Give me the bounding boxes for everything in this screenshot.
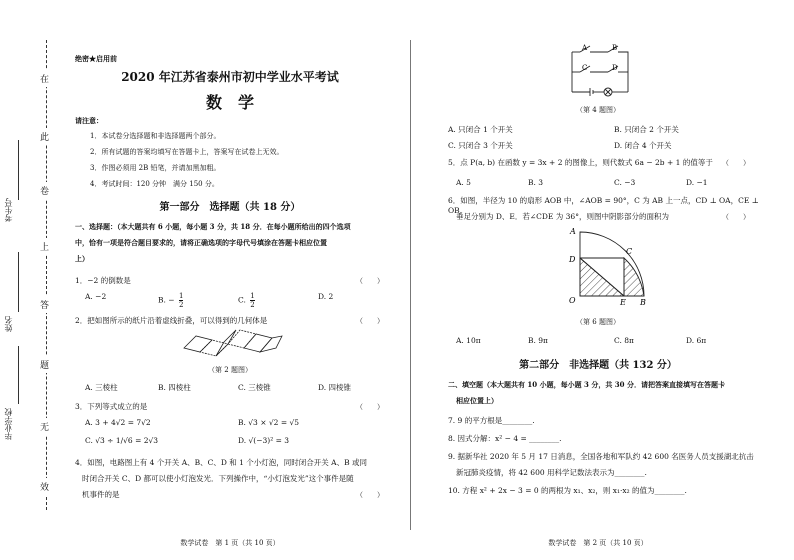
q1-b-num: 1 xyxy=(178,292,184,300)
binding-char: 效 xyxy=(40,478,49,495)
q1-c-den: 2 xyxy=(250,301,255,309)
q4-caption: （第 4 题图） xyxy=(576,106,620,114)
binding-char: 题 xyxy=(40,356,49,373)
q5-option-c[interactable]: C. −3 xyxy=(614,178,636,187)
q6-option-b[interactable]: B. 9π xyxy=(528,336,548,345)
q4-option-d[interactable]: D. 闭合 4 个开关 xyxy=(614,141,672,150)
q4-option-b[interactable]: B. 只闭合 2 个开关 xyxy=(614,125,679,134)
folding-net-figure xyxy=(178,326,288,360)
notice-item: 4．考试时间：120 分钟 满分 150 分。 xyxy=(90,180,219,188)
q6-stem-line: 垂足分别为 D、E．若∠CDE 为 36°，则图中阴影部分的面积为 xyxy=(456,212,669,221)
name-label: 姓名 xyxy=(4,316,13,332)
q8-stem: 8. 因式分解：x² − 4 = ________. xyxy=(448,434,562,443)
fig-label-d: D xyxy=(569,255,576,264)
q1-option-b-text: B. − xyxy=(158,295,175,305)
q3-option-c[interactable]: C. √3 ÷ 1/√6 = 2√3 xyxy=(85,436,159,445)
q1-option-c-text: C. xyxy=(238,295,246,305)
notice-item: 2．所有试题的答案均填写在答题卡上，答案写在试卷上无效。 xyxy=(90,148,284,156)
fig-label-o: O xyxy=(569,296,576,305)
school-label: 毕业学校 xyxy=(4,408,13,440)
binding-char: 此 xyxy=(40,128,49,145)
q10-stem: 10. 方程 x² + 2x − 3 = 0 的两根为 x₁、x₂，则 x₁·x₂ 的值为________. xyxy=(448,486,687,495)
q1-option-c[interactable] xyxy=(238,292,255,309)
q2-option-c[interactable]: C. 三棱锥 xyxy=(238,383,271,392)
q5-answer-paren[interactable]: （ ） xyxy=(722,159,750,167)
switch-label-b: B xyxy=(612,44,618,52)
sector-figure xyxy=(564,224,648,306)
page-1 xyxy=(60,0,400,560)
q4-stem-line: 4．如图，电路图上有 4 个开关 A、B、C、D 和 1 个小灯泡，同时闭合开关 A、B 或同 xyxy=(75,458,367,467)
q1-answer-paren[interactable]: （ ） xyxy=(356,277,384,285)
school-field[interactable] xyxy=(18,346,19,404)
part1-instruction: 上） xyxy=(75,254,89,263)
q1-stem: 1．−2 的倒数是 xyxy=(75,276,131,285)
fig-label-a: A xyxy=(570,227,576,236)
q2-caption: （第 2 题图） xyxy=(208,366,252,374)
switch-label-d: D xyxy=(612,64,618,72)
fig-label-e: E xyxy=(620,298,626,306)
q3-stem: 3．下列等式成立的是 xyxy=(75,402,148,411)
q7-stem: 7. 9 的平方根是________. xyxy=(448,416,535,425)
circuit-figure xyxy=(566,44,636,100)
q4-stem-line: 机事件的是 xyxy=(82,490,120,499)
q2-stem: 2．把如图所示的纸片沿着虚线折叠，可以得到的几何体是 xyxy=(75,316,268,325)
q5-option-d[interactable]: D. −1 xyxy=(686,178,708,187)
q1-b-den: 2 xyxy=(178,301,184,309)
switch-label-a: A xyxy=(582,44,588,52)
q3-answer-paren[interactable]: （ ） xyxy=(356,403,384,411)
binding-char: 答 xyxy=(40,296,49,313)
q6-option-c[interactable]: C. 8π xyxy=(614,336,634,345)
q6-caption: （第 6 题图） xyxy=(576,318,620,326)
subject-title: 数 学 xyxy=(205,93,254,112)
q9-stem-line: 9. 据新华社 2020 年 5 月 17 日消息，全国各地和军队约 42 600 名医务人员支援湖北抗击 xyxy=(448,452,754,461)
binding-char: 卷 xyxy=(40,182,49,199)
q4-answer-paren[interactable]: （ ） xyxy=(356,491,384,499)
secret-mark: 绝密★启用前 xyxy=(75,54,117,63)
part1-instruction: 一、选择题：（本大题共有 6 小题，每小题 3 分，共 18 分．在每小题所给出的四个选项 xyxy=(75,222,351,231)
part2-instruction: 二、填空题（本大题共有 10 小题，每小题 3 分，共 30 分．请把答案直接填写在答题卡 xyxy=(448,380,725,389)
q5-stem: 5．点 P(a, b) 在函数 y = 3x + 2 的图像上，则代数式 6a − 2b + 1 的值等于 xyxy=(448,158,713,167)
q9-stem-line: 新冠肺炎疫情，将 42 600 用科学记数法表示为________. xyxy=(456,468,647,477)
binding-margin xyxy=(0,0,60,560)
part1-instruction: 中，恰有一项是符合题目要求的，请将正确选项的字母代号填涂在答题卡相应位置 xyxy=(75,238,327,247)
q2-option-a[interactable]: A. 三棱柱 xyxy=(85,383,118,392)
binding-char: 在 xyxy=(40,70,49,87)
q1-option-b[interactable] xyxy=(158,292,183,309)
q4-option-a[interactable]: A. 只闭合 1 个开关 xyxy=(448,125,513,134)
q5-option-a[interactable]: A. 5 xyxy=(456,178,471,187)
notice-item: 1．本试卷分选择题和非选择题两个部分。 xyxy=(90,132,221,140)
q3-option-b[interactable]: B. √3 × √2 = √5 xyxy=(238,418,300,427)
footer-page-2: 数学试卷 第 2 页（共 10 页） xyxy=(548,539,648,547)
q1-c-num: 1 xyxy=(250,292,255,300)
name-field[interactable] xyxy=(18,252,19,312)
binding-char: 无 xyxy=(40,418,49,435)
q1-option-a[interactable]: A. −2 xyxy=(85,292,107,301)
q2-answer-paren[interactable]: （ ） xyxy=(356,317,384,325)
q6-option-a[interactable]: A. 10π xyxy=(456,336,481,345)
exam-title: 2020 年江苏省泰州市初中学业水平考试 xyxy=(121,70,339,84)
part1-title: 第一部分 选择题（共 18 分） xyxy=(159,202,301,213)
q2-option-b[interactable]: B. 四棱柱 xyxy=(158,383,191,392)
switch-label-c: C xyxy=(582,64,588,72)
page-2 xyxy=(418,0,778,560)
fig-label-c: C xyxy=(626,247,633,256)
q1-option-d[interactable]: D. 2 xyxy=(318,292,334,301)
part2-title: 第二部分 非选择题（共 132 分） xyxy=(519,360,677,371)
fig-label-b: B xyxy=(640,298,646,306)
q6-answer-paren[interactable]: （ ） xyxy=(722,213,750,221)
exam-number-field[interactable] xyxy=(18,140,19,200)
q4-stem-line: 时闭合开关 C、D 都可以使小灯泡发光．下列操作中，“小灯泡发光”这个事件是随 xyxy=(82,474,354,483)
footer-page-1: 数学试卷 第 1 页（共 10 页） xyxy=(180,539,280,547)
binding-char: 上 xyxy=(40,238,49,255)
notice-heading: 请注意： xyxy=(75,116,103,125)
q3-option-d[interactable]: D. √(−3)² = 3 xyxy=(238,436,290,445)
part2-instruction: 相应位置上） xyxy=(456,396,498,405)
page-divider xyxy=(410,40,411,530)
q5-option-b[interactable]: B. 3 xyxy=(528,178,544,187)
q4-option-c[interactable]: C. 只闭合 3 个开关 xyxy=(448,141,513,150)
q3-option-a[interactable]: A. 3 + 4√2 = 7√2 xyxy=(85,418,151,427)
q2-option-d[interactable]: D. 四棱锥 xyxy=(318,383,352,392)
notice-item: 3．作图必须用 2B 铅笔，并请加黑加粗。 xyxy=(90,164,221,172)
q6-stem-line: 6．如图，半径为 10 的扇形 AOB 中，∠AOB = 90°，C 为 AB 上一点，CD ⊥ OA，CE ⊥ OB， xyxy=(448,196,759,215)
q6-option-d[interactable]: D. 6π xyxy=(686,336,707,345)
exam-number-label: 考生号 xyxy=(4,198,13,222)
binding-dashed-line xyxy=(46,40,47,510)
